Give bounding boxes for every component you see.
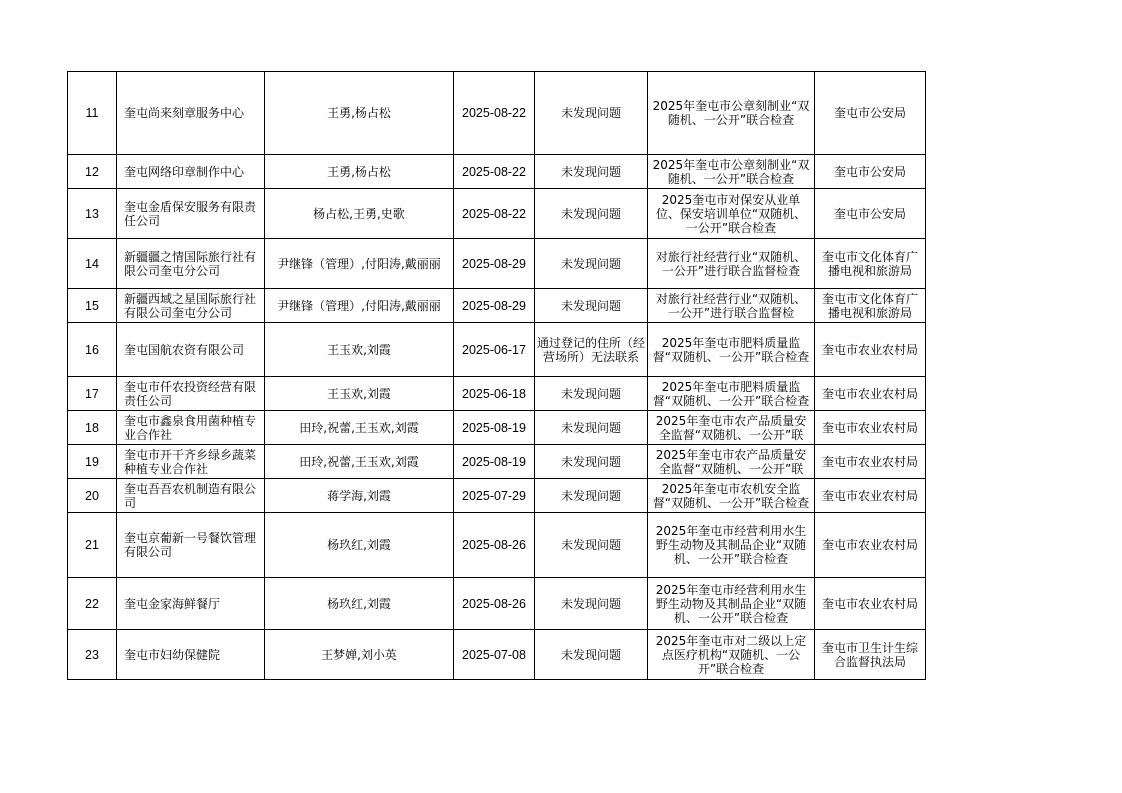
inspectors: 王勇,杨占松 [265, 72, 454, 155]
row-number: 20 [68, 479, 117, 513]
department: 奎屯市文化体育广播电视和旅游局 [815, 289, 926, 323]
table-row [68, 323, 926, 377]
inspection-date: 2025-08-26 [454, 513, 535, 578]
department: 奎屯市公安局 [815, 72, 926, 155]
inspection-task: 2025年奎屯市肥料质量监督“双随机、一公开”联合检查 [648, 323, 815, 377]
department: 奎屯市农业农村局 [815, 377, 926, 411]
table-row [68, 513, 926, 578]
table-row [68, 445, 926, 479]
table-row [68, 72, 926, 155]
inspection-result: 未发现问题 [535, 578, 648, 630]
entity-name: 新疆疆之情国际旅行社有限公司奎屯分公司 [117, 239, 265, 289]
inspectors: 杨玖红,刘霞 [265, 578, 454, 630]
inspectors: 杨占松,王勇,史歌 [265, 189, 454, 239]
row-number: 23 [68, 630, 117, 680]
table-row [68, 289, 926, 323]
department: 奎屯市农业农村局 [815, 411, 926, 445]
inspection-task: 对旅行社经营行业“双随机、一公开”进行联合监督检查 [648, 239, 815, 289]
inspection-date: 2025-08-29 [454, 289, 535, 323]
inspection-result: 通过登记的住所（经营场所）无法联系 [535, 323, 648, 377]
inspection-task: 2025奎屯市对保安从业单位、保安培训单位“双随机、一公开”联合检查 [648, 189, 815, 239]
inspection-task: 2025年奎屯市农产品质量安全监督“双随机、一公开”联 [648, 411, 815, 445]
inspection-result: 未发现问题 [535, 189, 648, 239]
inspection-task: 对旅行社经营行业“双随机、一公开”进行联合监督检 [648, 289, 815, 323]
entity-name: 奎屯市开干齐乡绿乡蔬菜种植专业合作社 [117, 445, 265, 479]
inspection-result: 未发现问题 [535, 445, 648, 479]
row-number: 14 [68, 239, 117, 289]
inspection-result: 未发现问题 [535, 479, 648, 513]
table-body [68, 72, 926, 680]
row-number: 19 [68, 445, 117, 479]
entity-name: 奎屯网络印章制作中心 [117, 155, 265, 189]
department: 奎屯市农业农村局 [815, 513, 926, 578]
inspection-result: 未发现问题 [535, 630, 648, 680]
entity-name: 奎屯国航农资有限公司 [117, 323, 265, 377]
table-row [68, 377, 926, 411]
inspectors: 王勇,杨占松 [265, 155, 454, 189]
inspectors: 田玲,祝蕾,王玉欢,刘霞 [265, 445, 454, 479]
inspection-date: 2025-08-26 [454, 578, 535, 630]
department: 奎屯市农业农村局 [815, 323, 926, 377]
inspection-date: 2025-06-18 [454, 377, 535, 411]
table-row [68, 411, 926, 445]
entity-name: 奎屯尚来刻章服务中心 [117, 72, 265, 155]
row-number: 17 [68, 377, 117, 411]
entity-name: 奎屯金盾保安服务有限责任公司 [117, 189, 265, 239]
inspection-date: 2025-08-29 [454, 239, 535, 289]
department: 奎屯市农业农村局 [815, 578, 926, 630]
table-row [68, 578, 926, 630]
entity-name: 奎屯市鑫泉食用菌种植专业合作社 [117, 411, 265, 445]
row-number: 18 [68, 411, 117, 445]
inspection-result: 未发现问题 [535, 377, 648, 411]
row-number: 11 [68, 72, 117, 155]
inspectors: 王梦婵,刘小英 [265, 630, 454, 680]
inspection-task: 2025年奎屯市肥料质量监督“双随机、一公开”联合检查 [648, 377, 815, 411]
inspection-task: 2025年奎屯市公章刻制业“双随机、一公开”联合检查 [648, 72, 815, 155]
row-number: 13 [68, 189, 117, 239]
inspection-result: 未发现问题 [535, 239, 648, 289]
inspection-result: 未发现问题 [535, 513, 648, 578]
department: 奎屯市卫生计生综合监督执法局 [815, 630, 926, 680]
table-row [68, 479, 926, 513]
department: 奎屯市公安局 [815, 189, 926, 239]
entity-name: 奎屯市仟农投资经营有限责任公司 [117, 377, 265, 411]
inspectors: 尹继锋（管理）,付阳涛,戴丽丽 [265, 289, 454, 323]
inspection-task: 2025年奎屯市对二级以上定点医疗机构“双随机、一公开”联合检查 [648, 630, 815, 680]
inspection-date: 2025-08-22 [454, 72, 535, 155]
inspection-date: 2025-06-17 [454, 323, 535, 377]
department: 奎屯市农业农村局 [815, 445, 926, 479]
table-row [68, 155, 926, 189]
department: 奎屯市文化体育广播电视和旅游局 [815, 239, 926, 289]
inspection-result: 未发现问题 [535, 155, 648, 189]
inspectors: 田玲,祝蕾,王玉欢,刘霞 [265, 411, 454, 445]
inspection-result: 未发现问题 [535, 289, 648, 323]
inspection-result: 未发现问题 [535, 72, 648, 155]
inspection-date: 2025-07-08 [454, 630, 535, 680]
inspection-task: 2025年奎屯市经营利用水生野生动物及其制品企业“双随机、一公开”联合检查 [648, 513, 815, 578]
row-number: 15 [68, 289, 117, 323]
inspection-task: 2025年奎屯市农产品质量安全监督“双随机、一公开”联 [648, 445, 815, 479]
inspection-date: 2025-08-22 [454, 189, 535, 239]
row-number: 21 [68, 513, 117, 578]
inspection-task: 2025年奎屯市公章刻制业“双随机、一公开”联合检查 [648, 155, 815, 189]
row-number: 12 [68, 155, 117, 189]
inspection-task: 2025年奎屯市农机安全监督“双随机、一公开”联合检查 [648, 479, 815, 513]
inspection-result: 未发现问题 [535, 411, 648, 445]
inspectors: 王玉欢,刘霞 [265, 323, 454, 377]
inspectors: 杨玖红,刘霞 [265, 513, 454, 578]
inspection-date: 2025-08-19 [454, 411, 535, 445]
table-row [68, 630, 926, 680]
department: 奎屯市农业农村局 [815, 479, 926, 513]
table-row [68, 239, 926, 289]
inspection-date: 2025-08-19 [454, 445, 535, 479]
entity-name: 奎屯吾吾农机制造有限公司 [117, 479, 265, 513]
department: 奎屯市公安局 [815, 155, 926, 189]
row-number: 16 [68, 323, 117, 377]
row-number: 22 [68, 578, 117, 630]
inspection-task: 2025年奎屯市经营利用水生野生动物及其制品企业“双随机、一公开”联合检查 [648, 578, 815, 630]
entity-name: 奎屯金家海鲜餐厅 [117, 578, 265, 630]
table-row [68, 189, 926, 239]
inspectors: 尹继锋（管理）,付阳涛,戴丽丽 [265, 239, 454, 289]
entity-name: 奎屯京葡新一号餐饮管理有限公司 [117, 513, 265, 578]
entity-name: 新疆西域之星国际旅行社有限公司奎屯分公司 [117, 289, 265, 323]
inspection-date: 2025-07-29 [454, 479, 535, 513]
inspection-results-table [67, 71, 926, 680]
inspectors: 蒋学海,刘霞 [265, 479, 454, 513]
inspectors: 王玉欢,刘霞 [265, 377, 454, 411]
inspection-date: 2025-08-22 [454, 155, 535, 189]
entity-name: 奎屯市妇幼保健院 [117, 630, 265, 680]
